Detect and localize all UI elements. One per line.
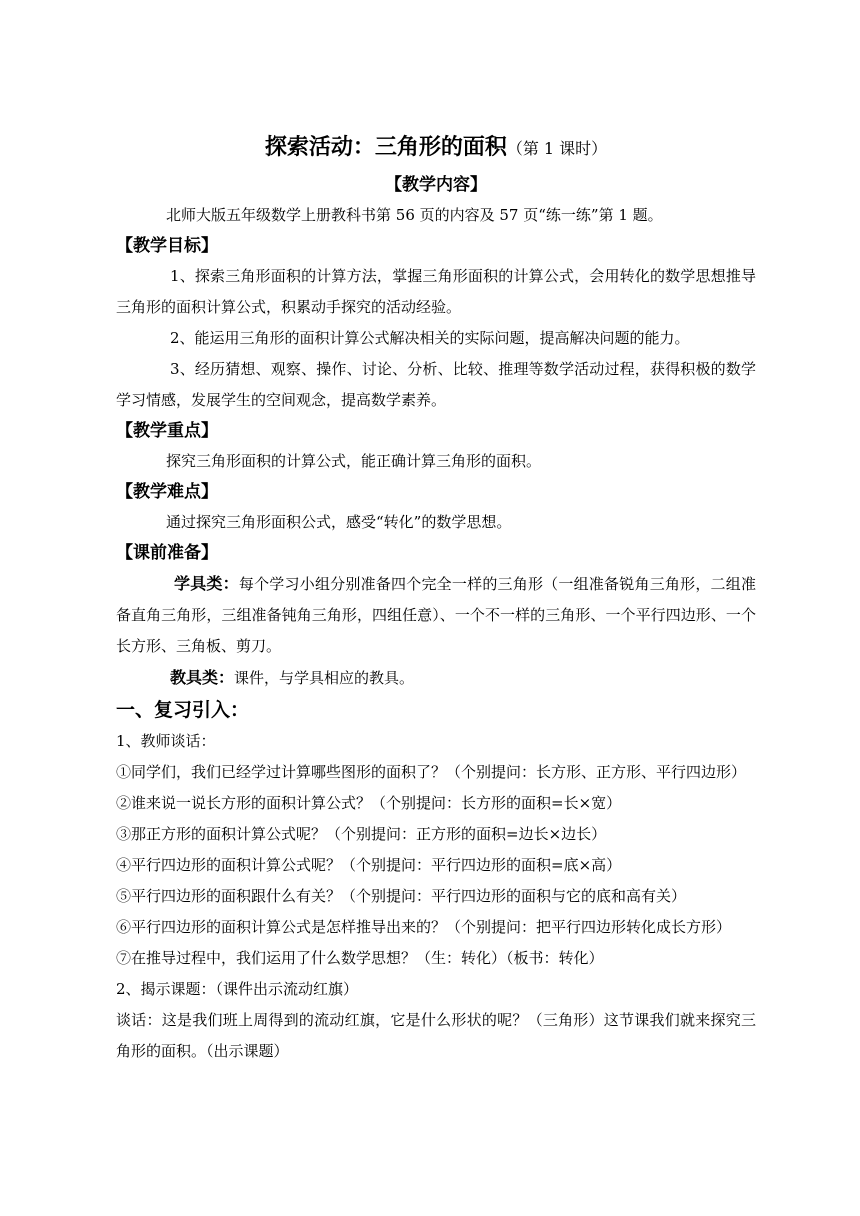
student-tools [116, 568, 756, 662]
section1-talk: 谈话：这是我们班上周得到的流动红旗，它是什么形状的呢？（三角形）这节课我们就来探究三角形的面积。（出示课题） [116, 1011, 756, 1060]
teacher-tools [116, 662, 756, 694]
content-heading: 【教学内容】 [385, 175, 487, 195]
section1-sub1: 1、教师谈话： [116, 732, 216, 750]
teacher-tools-label: 教具类： [170, 668, 235, 687]
lesson-title-sub: （第 1 课时） [506, 139, 608, 158]
section1-heading: 一、复习引入： [116, 699, 250, 721]
goals-heading: 【教学目标】 [116, 236, 218, 256]
student-tools-label: 学具类： [174, 574, 239, 593]
goal-item-2: 2、能运用三角形的面积计算公式解决相关的实际问题，提高解决问题的能力。 [170, 329, 690, 347]
goal-item-3: 3、经历猜想、观察、操作、讨论、分析、比较、推理等数学活动过程，获得积极的数学学习情感，发展学生的空间观念，提高数学素养。 [116, 360, 756, 409]
question-2: ②谁来说一说长方形的面积计算公式？（个别提问：长方形的面积=长×宽） [116, 794, 622, 812]
question-3: ③那正方形的面积计算公式呢？（个别提问：正方形的面积=边长×边长） [116, 825, 607, 843]
question-6: ⑥平行四边形的面积计算公式是怎样推导出来的？（个别提问：把平行四边形转化成长方形） [116, 918, 732, 936]
difficulty-heading: 【教学难点】 [116, 482, 218, 502]
question-5: ⑤平行四边形的面积跟什么有关？（个别提问：平行四边形的面积与它的底和高有关） [116, 887, 687, 905]
preparation-heading: 【课前准备】 [116, 543, 218, 563]
lesson-title [116, 128, 756, 168]
student-tools-text: 每个学习小组分别准备四个完全一样的三角形（一组准备锐角三角形，二组准备直角三角形，三组准备钝角三角形，四组任意）、一个不一样的三角形、一个平行四边形、一个长方形、三角板、剪刀。 [116, 575, 756, 655]
document-body [116, 128, 756, 1067]
lesson-title-main: 探索活动：三角形的面积 [264, 134, 507, 160]
teacher-tools-text: 课件，与学具相应的教具。 [234, 669, 415, 687]
goal-item-1: 1、探索三角形面积的计算方法，掌握三角形面积的计算公式，会用转化的数学思想推导三角形的面积计算公式，积累动手探究的活动经验。 [116, 267, 756, 316]
key-point-text: 探究三角形面积的计算公式，能正确计算三角形的面积。 [166, 452, 542, 470]
question-4: ④平行四边形的面积计算公式呢？（个别提问：平行四边形的面积=底×高） [116, 856, 622, 874]
content-text: 北师大版五年级数学上册教科书第 56 页的内容及 57 页“练一练”第 1 题。 [166, 206, 663, 224]
question-7: ⑦在推导过程中，我们运用了什么数学思想？（生：转化）（板书：转化） [116, 949, 604, 967]
difficulty-text: 通过探究三角形面积公式，感受“转化”的数学思想。 [166, 513, 512, 531]
section1-sub2: 2、揭示课题：（课件出示流动红旗） [116, 980, 359, 998]
key-point-heading: 【教学重点】 [116, 421, 218, 441]
question-1: ①同学们，我们已经学过计算哪些图形的面积了？（个别提问：长方形、正方形、平行四边形） [116, 763, 747, 781]
